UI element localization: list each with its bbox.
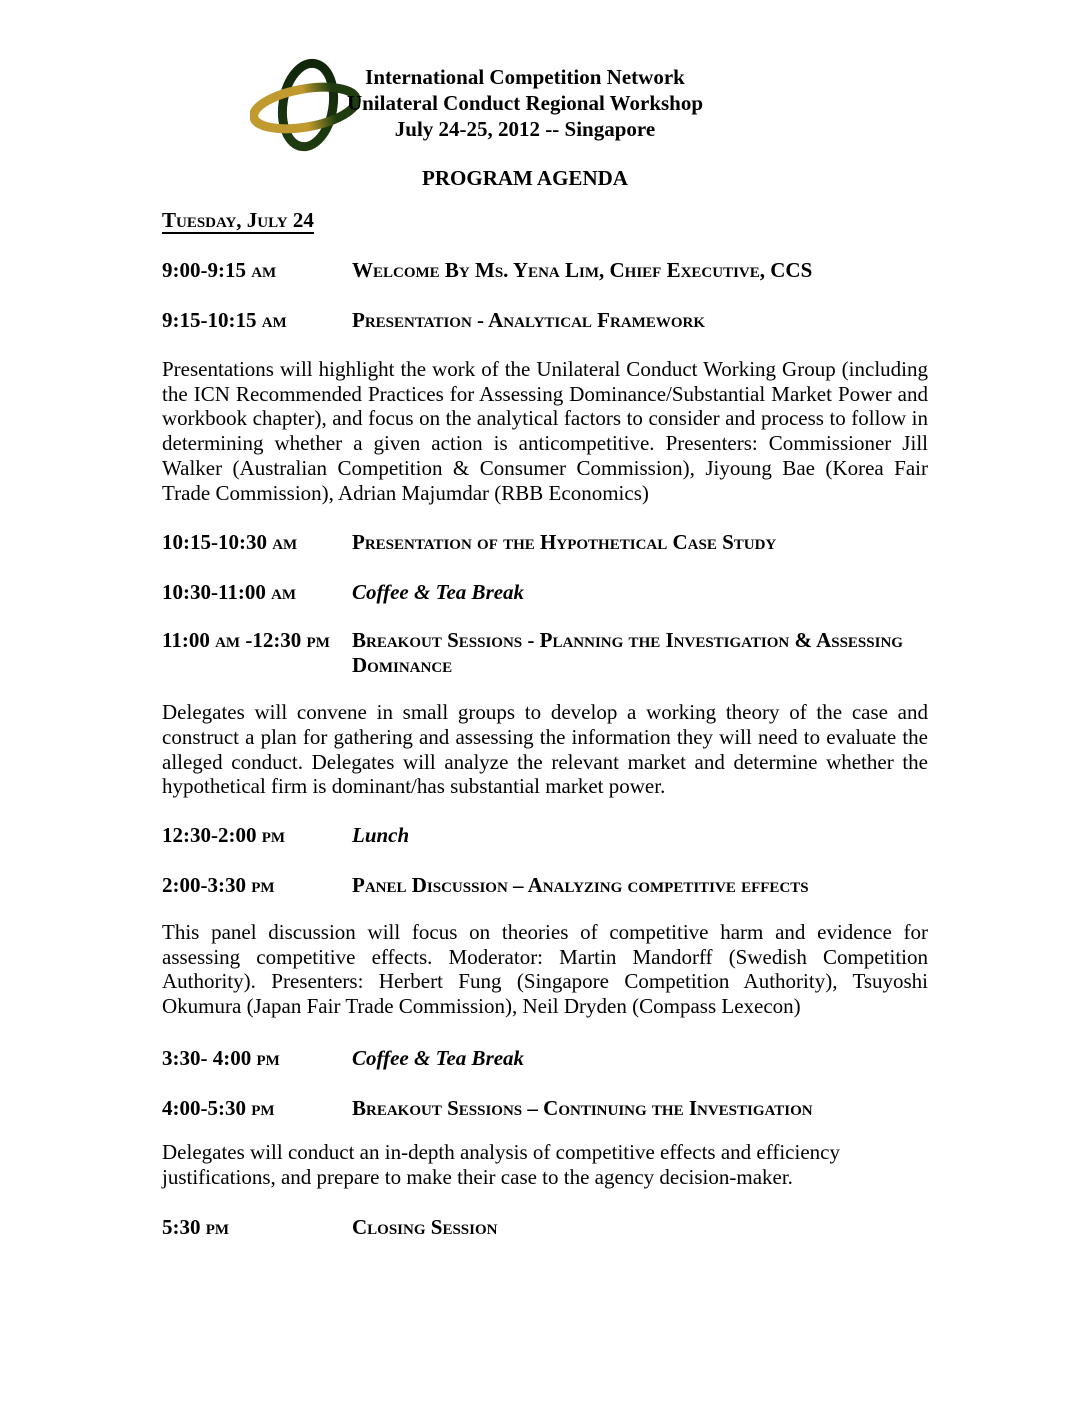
session-time: 10:30-11:00 am [162, 580, 297, 605]
session-title: Welcome By Ms. Yena Lim, Chief Executive, CCS [352, 258, 813, 282]
session-description: This panel discussion will focus on theories of competitive harm and evidence for assessing competitive effects. Moderator: Martin Mandorff (Swedish Competition Authority). Presenters: Herbert Fung (Singapore Competition Authority), Tsuyoshi Okumura (Japan Fair Trade Commission), Neil Dryden (Compass Lexecon) [162, 920, 928, 1019]
session-time: 9:15-10:15 am [162, 308, 287, 332]
agenda-row-coffee-break-1 [162, 580, 928, 605]
header-line-date-location: July 24-25, 2012 -- Singapore [394, 117, 656, 141]
agenda-row-welcome [162, 258, 928, 283]
header-line-organization: International Competition Network [365, 65, 685, 89]
session-time: 3:30- 4:00 pm [162, 1045, 280, 1070]
day-heading: Tuesday, July 24 [162, 208, 314, 232]
document-header [140, 64, 910, 142]
session-time: 12:30-2:00 pm [162, 823, 286, 848]
session-title: Panel Discussion – Analyzing competitive effects [352, 873, 809, 898]
session-title: Closing Session [352, 1215, 498, 1240]
agenda-row-panel-discussion [162, 873, 928, 898]
session-title: Lunch [352, 823, 410, 848]
page-title: PROGRAM AGENDA [422, 166, 628, 190]
agenda-row-coffee-break-2 [162, 1046, 928, 1071]
session-description: Delegates will conduct an in-depth analysis of competitive effects and efficiency justifications, and prepare to make their case to the agency decision-maker. [162, 1139, 840, 1189]
session-title: Breakout Sessions – Continuing the Investigation [352, 1095, 813, 1120]
agenda-row-breakout-continuing [162, 1096, 928, 1121]
session-description: Presentations will highlight the work of the Unilateral Conduct Working Group (including the ICN Recommended Practices for Assessing Dominance/Substantial Market Power and workbook chapter), and focus on the analytical factors to consider and process to follow in determining whether a given action is anticompetitive. Presenters: Commissioner Jill Walker (Australian Competition & Consumer Commission), Jiyoung Bae (Korea Fair Trade Commission), Adrian Majumdar (RBB Economics) [162, 357, 928, 505]
session-title: Coffee & Tea Break [352, 580, 525, 605]
session-time: 5:30 pm [162, 1215, 230, 1240]
agenda-row-case-study [162, 530, 928, 555]
agenda-row-breakout-planning [162, 628, 928, 678]
session-time: 9:00-9:15 am [162, 258, 277, 282]
agenda-content [162, 208, 928, 1240]
day-heading-wrap [162, 208, 928, 234]
session-title: Presentation - Analytical Framework [352, 308, 706, 332]
agenda-row-lunch [162, 823, 928, 848]
session-time: 10:15-10:30 am [162, 530, 298, 555]
session-time: 2:00-3:30 pm [162, 873, 275, 898]
session-time: 4:00-5:30 pm [162, 1095, 275, 1120]
session-title: Coffee & Tea Break [352, 1045, 525, 1070]
agenda-row-analytical-framework [162, 308, 928, 333]
header-line-event: Unilateral Conduct Regional Workshop [346, 91, 704, 115]
session-title: Presentation of the Hypothetical Case Study [352, 530, 777, 555]
session-title: Breakout Sessions - Planning the Investigation & Assessing Dominance [352, 628, 903, 678]
session-time: 11:00 am -12:30 pm [162, 628, 330, 653]
agenda-row-closing [162, 1215, 928, 1240]
session-description: Delegates will convene in small groups to develop a working theory of the case and construct a plan for gathering and assessing the information they will need to evaluate the alleged conduct. Delegates will analyze the relevant market and determine whether the hypothetical firm is dominant/has substantial market power. [162, 700, 928, 799]
